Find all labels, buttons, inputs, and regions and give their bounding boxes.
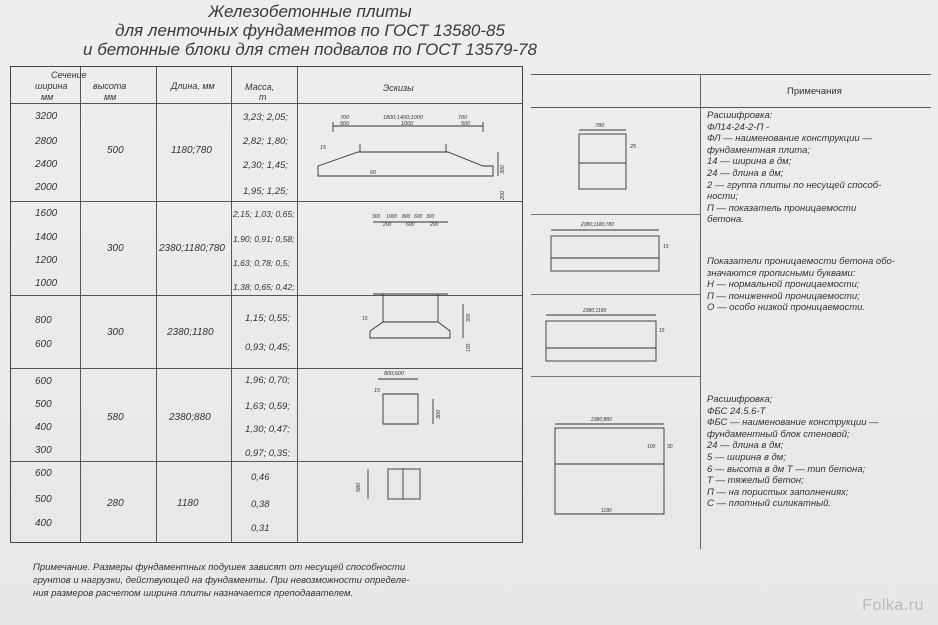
sketch-block-side — [555, 424, 664, 514]
dim-label: 800;600 — [384, 371, 404, 377]
dim-label: 15 — [663, 244, 669, 250]
dim-label: 1000 — [401, 121, 414, 127]
mass-value: 1,15; 0,55; — [245, 313, 290, 324]
mass-value: 2,30; 1,45; — [243, 160, 288, 171]
sketch-block-1 — [368, 469, 420, 499]
dim-label: 300 — [466, 313, 472, 322]
header-section: Сечение — [51, 70, 87, 80]
dim-label: 200 — [383, 222, 392, 228]
dim-label: 2380;1180;780 — [581, 222, 614, 228]
dim-label: 300 — [500, 164, 506, 174]
dim-label: 1000 — [386, 214, 398, 220]
mass-value: 1,95; 1,25; — [243, 186, 288, 197]
note-line: П — показатель проницаемости — [707, 202, 857, 214]
col-divider — [156, 67, 157, 542]
mass-value: 1,63; 0,59; — [245, 401, 290, 412]
footnote-line: грунтов и нагрузки, действующей на фундаменты. При невозможности определе- — [33, 575, 410, 586]
dim-label: 100 — [466, 343, 472, 352]
mass-value: 0,97; 0,35; — [245, 448, 290, 459]
length-value: 2380;880 — [169, 412, 211, 423]
dim-label: 1800;1400;1000 — [383, 115, 423, 121]
note-line: фундаментный блок стеновой; — [707, 428, 850, 440]
mass-value: 1,30; 0,47; — [245, 424, 290, 435]
mass-value: 1,96; 0,70; — [245, 375, 290, 386]
note-line: П — пониженной проницаемости; — [707, 290, 860, 302]
note-line: 5 — ширина в дм; — [707, 451, 786, 463]
sketch-plate-2 — [370, 222, 463, 338]
dim-label: 30 — [667, 444, 673, 450]
dim-label: 600 — [414, 214, 423, 220]
footnote-line: Примечание. Размеры фундаментных подушек зависят от несущей способности — [33, 562, 406, 573]
height-value: 580 — [107, 412, 124, 423]
dim-label: 2380;1180 — [583, 308, 607, 314]
header-mm-2: мм — [104, 92, 117, 102]
width-value: 600 — [35, 376, 52, 387]
table-top-border — [531, 74, 931, 75]
dim-label: 15 — [362, 316, 368, 322]
mass-value: 1,38; 0,65; 0,42; — [233, 282, 295, 292]
note-line: С — плотный силикатный. — [707, 498, 832, 510]
dim-label: 100 — [647, 444, 656, 450]
dim-label: 500 — [461, 121, 471, 127]
watermark: Folka.ru — [862, 597, 924, 614]
note-line: значаются прописными буквами: — [707, 267, 856, 279]
note-line: бетона. — [707, 214, 744, 226]
note-line: П — на пористых заполнениях; — [707, 486, 849, 498]
dim-label: 200 — [500, 190, 506, 200]
header-height: высота — [93, 81, 127, 91]
footnote — [33, 561, 410, 600]
dim-label: 60 — [370, 170, 377, 176]
height-value: 280 — [107, 498, 124, 509]
header-mm-1: мм — [41, 92, 54, 102]
width-value: 3200 — [35, 111, 58, 122]
width-value: 1200 — [35, 255, 58, 266]
col-divider — [80, 67, 81, 542]
mass-value: 0,38 — [251, 499, 270, 510]
mass-value: 1,63; 0,78; 0,5; — [233, 258, 290, 268]
sketch-plate-1 — [318, 122, 498, 176]
note-line: Расшифровка: — [707, 110, 773, 121]
mass-value: 2,15; 1,03; 0,65; — [233, 209, 295, 219]
mass-value: 0,31 — [251, 523, 270, 534]
sketches-svg — [298, 104, 522, 542]
dim-label: 15 — [374, 388, 381, 394]
note-line: 14 — ширина в дм; — [707, 156, 792, 168]
notes-block-2 — [707, 256, 895, 314]
sketch-plate-side-2 — [551, 230, 659, 271]
dim-label: 700 — [340, 115, 350, 121]
dim-label: 700 — [458, 115, 468, 121]
length-value: 2380;1180 — [167, 327, 214, 338]
title-line-2: для ленточных фундаментов по ГОСТ 13580-85 — [115, 21, 505, 40]
width-value: 1600 — [35, 208, 58, 219]
width-value: 1000 — [35, 278, 58, 289]
width-value: 300 — [35, 445, 52, 456]
dim-label: 1180 — [601, 508, 612, 514]
note-line: О — особо низкой проницаемости. — [707, 302, 866, 314]
page-title — [0, 2, 620, 59]
title-line-1: Железобетонные плиты — [208, 2, 412, 21]
left-table — [10, 66, 523, 543]
width-value: 400 — [35, 518, 52, 529]
header-mass: Масса, — [245, 82, 275, 92]
length-value: 2380;1180;780 — [159, 243, 225, 254]
width-value: 600 — [35, 468, 52, 479]
dim-label: 300 — [436, 409, 442, 419]
note-line: ФЛ14-24-2-П - — [707, 121, 770, 133]
dim-label: 580 — [356, 482, 362, 492]
mass-value: 1,90; 0,91; 0,58; — [233, 234, 295, 244]
height-value: 300 — [107, 243, 124, 254]
right-sketches-svg — [531, 108, 700, 548]
header-length: Длина, мм — [171, 81, 215, 91]
note-line: ФБС 24.5.6-Т — [707, 405, 766, 417]
dim-label: 600 — [406, 222, 415, 228]
dim-label: 25 — [630, 144, 637, 150]
sketch-plate-side-1 — [579, 130, 626, 189]
width-value: 2400 — [35, 159, 58, 170]
sketch-plate-side-3 — [546, 315, 656, 361]
dim-label: 300 — [426, 214, 435, 220]
dim-label: 800 — [402, 214, 411, 220]
note-line: ФЛ — наименование конструкции — — [707, 133, 872, 145]
notes-block-3 — [707, 394, 879, 510]
mass-value: 0,46 — [251, 472, 270, 483]
notes-header: Примечания — [787, 86, 842, 97]
note-line: Н — нормальной проницаемости; — [707, 279, 860, 291]
note-line: 6 — высота в дм Т — тип бетона; — [707, 463, 866, 475]
col-divider — [700, 74, 701, 549]
length-value: 1180;780 — [171, 145, 212, 156]
width-value: 600 — [35, 339, 52, 350]
width-value: 500 — [35, 494, 52, 505]
note-line: ФБС — наименование конструкции — — [707, 417, 879, 429]
width-value: 400 — [35, 422, 52, 433]
width-value: 2800 — [35, 136, 58, 147]
header-width: ширина — [35, 81, 68, 91]
height-value: 300 — [107, 327, 124, 338]
title-line-3: и бетонные блоки для стен подвалов по ГОСТ 13579-78 — [83, 40, 537, 59]
height-value: 500 — [107, 145, 124, 156]
sketch-plate-3 — [378, 379, 433, 424]
note-line: Показатели проницаемости бетона обо- — [707, 256, 896, 267]
dim-label: 2380;880 — [591, 417, 612, 423]
right-table — [531, 74, 931, 549]
notes-block-1 — [707, 110, 881, 226]
width-value: 800 — [35, 315, 52, 326]
note-line: Расшифровка; — [707, 394, 773, 405]
dim-label: 15 — [320, 145, 327, 151]
width-value: 500 — [35, 399, 52, 410]
width-value: 1400 — [35, 232, 58, 243]
note-line: Т — тяжелый бетон; — [707, 475, 804, 487]
header-sketches: Эскизы — [383, 83, 414, 93]
note-line: фундаментная плита; — [707, 144, 811, 156]
dim-label: 780 — [595, 123, 605, 129]
note-line: 24 — длина в дм; — [707, 440, 784, 452]
note-line: ности; — [707, 191, 739, 203]
dim-label: 500 — [340, 121, 350, 127]
note-line: 2 — группа плиты по несущей способ- — [707, 179, 882, 191]
col-divider — [231, 67, 232, 542]
dim-label: 15 — [659, 328, 665, 334]
note-line: 24 — длина в дм; — [707, 167, 784, 179]
dim-label: 200 — [430, 222, 439, 228]
footnote-line: ния размеров расчетом ширина плиты назначается преподавателем. — [33, 588, 354, 599]
header-mass-unit: т — [259, 92, 267, 102]
width-value: 2000 — [35, 182, 58, 193]
mass-value: 2,82; 1,80; — [243, 136, 288, 147]
mass-value: 3,23; 2,05; — [243, 112, 288, 123]
length-value: 1180 — [177, 498, 199, 509]
mass-value: 0,93; 0,45; — [245, 342, 290, 353]
dim-label: 300 — [372, 214, 381, 220]
